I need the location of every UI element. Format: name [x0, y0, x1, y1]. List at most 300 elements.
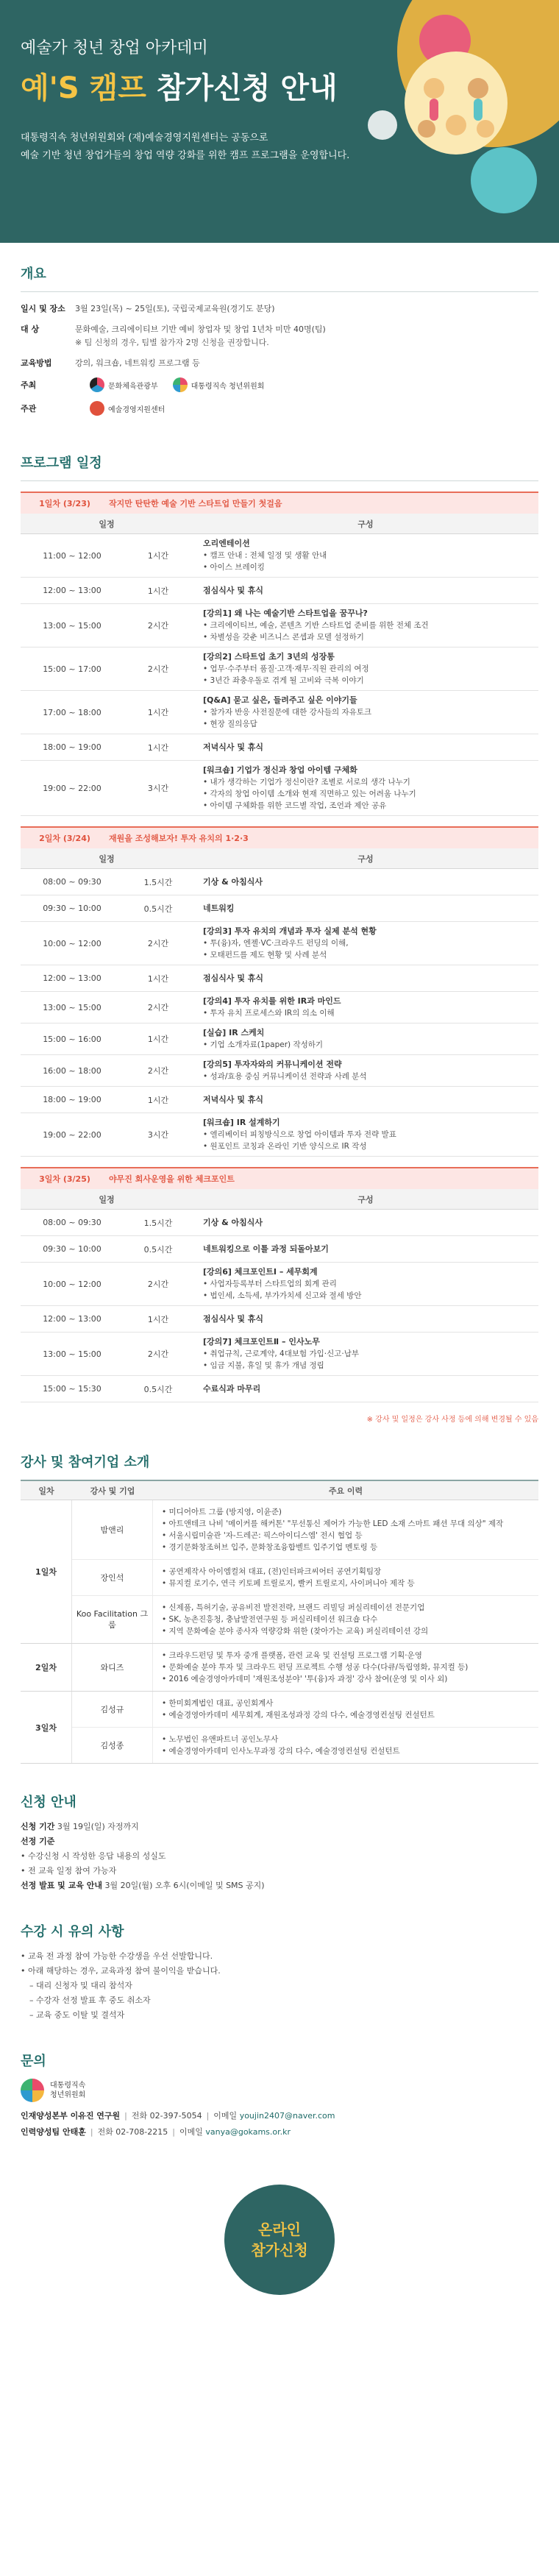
- table-row: [21, 761, 538, 816]
- instructor-rows: [72, 1644, 538, 1691]
- session-duration: 1시간: [147, 1095, 169, 1105]
- session-time: 09:30 ~ 10:00: [43, 1244, 102, 1254]
- schedule-table-header: [21, 1189, 538, 1210]
- instructor-name: Koo Facilitation 그룹: [72, 1596, 153, 1643]
- table-row: [21, 869, 538, 895]
- instructors-table-header: [21, 1480, 538, 1500]
- table-row: [21, 734, 538, 761]
- career-item: • 신제품, 특허기술, 공유비전 발전전략, 브랜드 리빌딩 퍼실리테이션 전문기업: [162, 1603, 425, 1612]
- session-bullet: • 크리에이티브, 예술, 콘텐츠 기반 스타트업 준비를 위한 전체 조건: [203, 621, 429, 630]
- session-duration: 0.5시간: [143, 904, 173, 914]
- hero-description: [21, 129, 349, 165]
- career-item: • 문화예술 분야 투자 및 크라우드 펀딩 프로젝트 수행 성공 다수(다큐/독립영화, 뮤지컬 등): [162, 1663, 469, 1672]
- contact-section: [0, 2030, 559, 2148]
- divider: [21, 480, 538, 481]
- session-time: 10:00 ~ 12:00: [43, 1279, 102, 1289]
- career-item-text: 노무법인 유앤파트너 공인노무사: [168, 1735, 279, 1744]
- overview-row: [21, 302, 538, 316]
- list-item: – 대리 신청자 및 대리 참석자: [29, 1981, 132, 1990]
- header-content: 구성: [357, 854, 374, 864]
- instructor-name: 밤앤리: [72, 1500, 153, 1559]
- youth-committee-logo: 대통령직속 청년위원회: [21, 2079, 538, 2102]
- session-time: 10:00 ~ 12:00: [43, 938, 102, 948]
- session-time: 08:00 ~ 09:30: [43, 1218, 102, 1227]
- instructor-day-label: 2일차: [21, 1644, 72, 1691]
- schedule-table-header: [21, 848, 538, 869]
- day-label: 1일차 (3/23): [39, 499, 90, 508]
- session-bullet: • 투자 유치 프로세스와 IR의 의소 이해: [203, 1009, 335, 1018]
- session-title: 점심식사 및 휴식: [203, 585, 264, 595]
- session-time: 11:00 ~ 12:00: [43, 550, 102, 561]
- apply-section: [0, 1771, 559, 1901]
- session-bullet-text: 내가 생각하는 기업가 정신이란? 조별로 서로의 생각 나누기: [210, 778, 410, 787]
- table-row: [21, 1333, 538, 1376]
- session-content: [193, 1243, 538, 1255]
- session-time: 16:00 ~ 18:00: [43, 1065, 102, 1076]
- list-item: – 교육 중도 이탈 및 결석자: [29, 2010, 125, 2020]
- instructor-name: 장인석: [72, 1560, 153, 1595]
- section-title: 신청 안내: [21, 1795, 76, 1810]
- session-bullet-text: 기업 소개자료(1paper) 작성하기: [210, 1040, 324, 1049]
- header-content: 구성: [357, 519, 374, 529]
- list-item: • 전 교육 일정 참여 가능자: [21, 1866, 117, 1876]
- table-row: [21, 1210, 538, 1236]
- session-bullet: • 엘리베이터 피칭방식으로 창업 아이템과 투자 전략 발표: [203, 1130, 396, 1139]
- hero-title-rest: 참가신청 안내: [156, 71, 338, 105]
- email-link[interactable]: youjin2407@naver.com: [239, 2111, 335, 2121]
- table-row: [72, 1596, 538, 1643]
- table-row: [72, 1644, 538, 1691]
- session-duration: 1시간: [147, 708, 169, 717]
- session-time: 08:00 ~ 09:30: [43, 877, 102, 887]
- instructor-day-group: [21, 1644, 538, 1692]
- session-content: [193, 973, 538, 984]
- list-item: • 교육 전 과정 참여 가능한 수강생을 우선 선발합니다.: [21, 1951, 213, 1961]
- instructor-career: [153, 1560, 538, 1595]
- session-bullet: • 각자의 창업 아이템 소개와 현재 직면하고 있는 어려움 나누기: [203, 790, 416, 798]
- session-duration: 1시간: [147, 742, 169, 753]
- host-label: 주최: [21, 380, 37, 390]
- session-duration: 2시간: [147, 1280, 169, 1289]
- session-bullet-text: 취업규칙, 근로계약, 4대보험 가입·신고·납부: [210, 1349, 360, 1358]
- session-content: [193, 1217, 538, 1229]
- table-row: [21, 1263, 538, 1306]
- session-duration: 1시간: [147, 586, 169, 596]
- session-bullet: • 투(융)자, 엔젤·VC·크라우드 펀딩의 이해,: [203, 939, 349, 948]
- apply-period: 신청 기간 3월 19일(일) 자정까지: [21, 1822, 139, 1831]
- session-time: 15:00 ~ 17:00: [43, 664, 102, 674]
- career-item: • SK, 농촌진흥청, 충남발전연구원 등 퍼실리테이션 워크숍 다수: [162, 1615, 378, 1624]
- career-item-text: 서울시립미술관 '자-드레곤: 픽스아이디스엠' 전시 협업 등: [168, 1531, 363, 1540]
- career-item: • 서울시립미술관 '자-드레곤: 픽스아이디스엠' 전시 협업 등: [162, 1531, 363, 1540]
- session-content: [193, 876, 538, 888]
- session-duration: 1.5시간: [143, 877, 173, 887]
- session-title: 기상 & 아침식사: [203, 1217, 263, 1227]
- header-name: 강사 및 기업: [90, 1486, 135, 1496]
- overview-value: [75, 323, 326, 350]
- session-bullet: • 원포인트 코칭과 온라인 기반 양식으로 IR 작성: [203, 1142, 367, 1151]
- session-duration: 1시간: [147, 551, 169, 561]
- table-row: [21, 1055, 538, 1087]
- career-item: • 뮤지컬 로기수, 연극 키토페 트릴로지, 빨커 트릴로지, 사이퍼니아 제작 등: [162, 1579, 415, 1588]
- hero-banner: [0, 0, 559, 243]
- session-time: 12:00 ~ 13:00: [43, 1314, 102, 1324]
- session-bullet-text: 현장 질의응답: [210, 720, 257, 728]
- day-block: [21, 492, 538, 816]
- section-title: 프로그램 일정: [21, 455, 102, 471]
- session-bullet-text: 투(융)자, 엔젤·VC·크라우드 펀딩의 이해,: [210, 939, 349, 948]
- session-bullet: • 아이템 구체화를 위한 코드별 작업, 조언과 제안 공유: [203, 801, 387, 810]
- instructor-name: 김성규: [72, 1692, 153, 1727]
- career-item-text: 미디어아트 그룹 (방지영, 이윤준): [168, 1508, 282, 1516]
- career-item: • 미디어아트 그룹 (방지영, 이윤준): [162, 1508, 282, 1516]
- apply-button-line: 온라인: [258, 2221, 301, 2238]
- table-row: [21, 604, 538, 647]
- session-content: [193, 608, 538, 643]
- table-row: [21, 1306, 538, 1333]
- overview-value-text: 문화예술, 크리에이티브 기반 예비 창업자 및 창업 1년차 미만 40명(팀): [75, 324, 326, 334]
- contact-row: 인재양성본부 이유진 연구원 | 전화 02-397-5054 | 이메일 youjin2407@naver.com: [21, 2111, 335, 2121]
- career-item: • 노무법인 유앤파트너 공인노무사: [162, 1735, 279, 1744]
- table-row: [72, 1728, 538, 1763]
- session-title: 네트워킹으로 이틀 과정 되돌아보기: [203, 1243, 329, 1254]
- overview-label: 일시 및 장소: [21, 304, 65, 313]
- instructor-day-group: [21, 1500, 538, 1644]
- mcst-logo: 문화체육관광부: [90, 377, 158, 392]
- table-row: [72, 1500, 538, 1560]
- session-title: [강의4] 투자 유치를 위한 IR과 마인드: [203, 996, 341, 1006]
- session-content: [193, 538, 538, 573]
- session-bullet-text: 3년간 좌충우돌로 겪게 될 고비와 극복 이야기: [210, 676, 364, 685]
- career-item-text: 2016 예술경영아카데미 '재원조성분야' '투(융)자 과정' 강사 참여(운영 및 이사 외): [168, 1675, 448, 1683]
- schedule-days: [21, 492, 538, 1402]
- instructor-career: [153, 1644, 538, 1691]
- session-bullet-text: 참가자 반응 사전질문에 대한 강사들의 자유토크: [210, 708, 372, 717]
- session-title: 점심식사 및 휴식: [203, 1313, 264, 1324]
- session-bullet: • 기업 소개자료(1paper) 작성하기: [203, 1040, 324, 1049]
- career-item-text: 예술경영아카데미 인사노무과정 강의 다수, 예술경영컨설팅 컨설턴트: [168, 1747, 400, 1756]
- career-item: • 예술경영아카데미 세무회계, 재원조성과정 강의 다수, 예술경영컨설팅 컨설턴트: [162, 1711, 435, 1720]
- session-bullet: • 취업규칙, 근로계약, 4대보험 가입·신고·납부: [203, 1349, 360, 1358]
- session-bullet: • 현장 질의응답: [203, 720, 257, 728]
- logo-mark-icon: [21, 2079, 44, 2102]
- session-title: 수료식과 마무리: [203, 1383, 261, 1394]
- session-time: 19:00 ~ 22:00: [43, 1129, 102, 1140]
- table-row: [21, 1087, 538, 1113]
- session-time: 15:00 ~ 16:00: [43, 1034, 102, 1044]
- day-header: [21, 492, 538, 514]
- instructor-rows: [72, 1500, 538, 1643]
- youth-committee-logo: 대통령직속 청년위원회: [173, 377, 265, 392]
- career-item-text: 크라우드펀딩 및 투자 중개 플랫폼, 관련 교육 및 컨설팅 프로그램 기획·운영: [168, 1651, 422, 1660]
- career-item: • 아트앤테크 나비 '메이커를 해커톤' "무선통신 제어가 가능한 LED 소재 스마트 패션 무대 의상" 제작: [162, 1519, 504, 1528]
- header-time: 일정: [99, 854, 115, 864]
- hero-subtitle: 예술가 청년 창업 아카데미: [21, 39, 208, 57]
- career-item-text: 지역 문화예술 분야 종사자 역량강화 위한 (찾아가는 교육) 퍼실리테이션 강의: [168, 1627, 429, 1636]
- session-time: 19:00 ~ 22:00: [43, 783, 102, 793]
- table-row: [21, 992, 538, 1023]
- session-title: 네트워킹: [203, 903, 235, 913]
- career-item: • 지역 문화예술 분야 종사자 역량강화 위한 (찾아가는 교육) 퍼실리테이션 강의: [162, 1627, 429, 1636]
- session-time: 12:00 ~ 13:00: [43, 973, 102, 983]
- session-content: [193, 1059, 538, 1082]
- table-row: [21, 922, 538, 965]
- session-bullet-text: 아이템 구체화를 위한 코드별 작업, 조언과 제안 공유: [210, 801, 387, 810]
- list-item: – 수강자 선정 발표 후 중도 취소자: [29, 1995, 151, 2005]
- career-item: • 예술경영아카데미 인사노무과정 강의 다수, 예술경영컨설팅 컨설턴트: [162, 1747, 400, 1756]
- table-row: [21, 691, 538, 734]
- career-item-text: 뮤지컬 로기수, 연극 키토페 트릴로지, 빨커 트릴로지, 사이퍼니아 제작 등: [168, 1579, 415, 1588]
- session-duration: 1시간: [147, 1314, 169, 1324]
- session-content: [193, 695, 538, 730]
- overview-note: ※ 팀 신청의 경우, 팀별 참가자 2명 신청을 권장합니다.: [75, 338, 269, 347]
- session-bullet-text: 차별성을 갖춘 비즈니스 콘셉과 모델 설정하기: [210, 633, 364, 642]
- career-item: • 2016 예술경영아카데미 '재원조성분야' '투(융)자 과정' 강사 참여(운영 및 이사 외): [162, 1675, 448, 1683]
- apply-button-line: 참가신청: [251, 2241, 308, 2259]
- session-bullet: • 성과/효용 중심 커뮤니케이션 전략과 사례 분석: [203, 1072, 367, 1081]
- apply-criteria-label: 선정 기준: [21, 1837, 55, 1846]
- section-title: 개요: [21, 266, 46, 282]
- day-block: [21, 826, 538, 1157]
- header-time: 일정: [99, 519, 115, 529]
- overview-label: 대 상: [21, 324, 40, 334]
- session-title: 저녁식사 및 휴식: [203, 1094, 264, 1104]
- career-item: • 크라우드펀딩 및 투자 중개 플랫폼, 관련 교육 및 컨설팅 프로그램 기획·운영: [162, 1651, 422, 1660]
- session-title: [워크숍] 기업가 정신과 창업 아이템 구체화: [203, 765, 357, 775]
- header-day: 일차: [38, 1486, 54, 1496]
- session-content: [193, 585, 538, 597]
- table-row: [21, 1023, 538, 1055]
- session-time: 18:00 ~ 19:00: [43, 742, 102, 752]
- header-content: 구성: [357, 1194, 374, 1204]
- day-block: [21, 1167, 538, 1402]
- session-time: 12:00 ~ 13:00: [43, 586, 102, 595]
- session-duration: 2시간: [147, 621, 169, 631]
- apply-announce: 선정 발표 및 교육 안내 3월 20일(월) 오후 6시(이메일 및 SMS 공지): [21, 1881, 265, 1890]
- instructors-table-body: [21, 1500, 538, 1764]
- hero-desc-line: 예술 기반 청년 창업가들의 창업 역량 강화를 위한 캠프 프로그램을 운영합니다.: [21, 150, 350, 161]
- session-bullet-text: 모태펀드를 제도 현황 및 사례 분석: [210, 951, 327, 959]
- day-theme: 재원을 조성해보자! 투자 유치의 1·2·3: [109, 834, 249, 843]
- career-item-text: 예술경영아카데미 세무회계, 재원조성과정 강의 다수, 예술경영컨설팅 컨설턴트: [168, 1711, 435, 1720]
- day-header: [21, 826, 538, 848]
- session-bullet: • 3년간 좌충우돌로 겪게 될 고비와 극복 이야기: [203, 676, 364, 685]
- career-item-text: 문화예술 분야 투자 및 크라우드 펀딩 프로젝트 수행 성공 다수(다큐/독립영화, 뮤지컬 등): [168, 1663, 469, 1672]
- session-duration: 2시간: [147, 1066, 169, 1076]
- session-content: [193, 1094, 538, 1106]
- section-title: 문의: [21, 2054, 46, 2069]
- career-item: • 공연제작사 아이엠컬쳐 대표, (전)인터파크씨어터 공연기획팀장: [162, 1567, 382, 1576]
- divider: [21, 291, 538, 292]
- career-item: • 한미회계법인 대표, 공인회계사: [162, 1699, 274, 1708]
- session-title: [Q&A] 묻고 싶은, 들려주고 싶은 이야기들: [203, 695, 357, 705]
- session-time: 09:30 ~ 10:00: [43, 904, 102, 913]
- session-bullet-text: 크리에이티브, 예술, 콘텐츠 기반 스타트업 준비를 위한 전체 조건: [210, 621, 429, 630]
- instructor-day-group: [21, 1692, 538, 1764]
- notes-section: [0, 1901, 559, 2030]
- session-duration: 1시간: [147, 1035, 169, 1044]
- table-row: [21, 534, 538, 578]
- session-duration: 1.5시간: [143, 1218, 173, 1228]
- kams-logo: 예술경영지원센터: [90, 401, 165, 416]
- instructors-section: [0, 1431, 559, 1771]
- schedule-section: [0, 432, 559, 1431]
- session-title: [강의3] 투자 유치의 개념과 투자 실제 분석 현황: [203, 926, 377, 936]
- list-item: • 아래 해당하는 경우, 교육과정 참여 불이익을 받습니다.: [21, 1966, 221, 1976]
- email-link[interactable]: vanya@gokams.or.kr: [205, 2127, 291, 2137]
- session-bullet: • 법인세, 소득세, 부가가치세 신고와 절세 방안: [203, 1291, 362, 1300]
- table-row: [21, 895, 538, 922]
- session-bullet-text: 원포인트 코칭과 온라인 기반 양식으로 IR 작성: [210, 1142, 367, 1151]
- session-content: [193, 1313, 538, 1325]
- session-time: 13:00 ~ 15:00: [43, 1002, 102, 1012]
- instructor-career: [153, 1692, 538, 1727]
- session-content: [193, 1117, 538, 1152]
- session-title: [강의6] 체크포인트Ⅰ – 세무회계: [203, 1267, 318, 1277]
- session-bullet-text: 아이스 브레이킹: [210, 563, 265, 572]
- header-career: 주요 이력: [328, 1486, 363, 1496]
- overview-row: [21, 357, 538, 370]
- session-content: [193, 1383, 538, 1395]
- session-bullet: • 차별성을 갖춘 비즈니스 콘셉과 모델 설정하기: [203, 633, 364, 642]
- instructor-day-label: 3일차: [21, 1692, 72, 1763]
- session-bullet-text: 업무·수주부터 품질·고객·재무·직원 관리의 여정: [210, 664, 369, 673]
- session-bullet: • 업무·수주부터 품질·고객·재무·직원 관리의 여정: [203, 664, 369, 673]
- overview-value-text: 강의, 워크숍, 네트워킹 프로그램 등: [75, 358, 200, 368]
- session-bullet-text: 각자의 창업 아이템 소개와 현재 직면하고 있는 어려움 나누기: [210, 790, 416, 798]
- hero-title: [21, 65, 338, 107]
- career-item-text: 신제품, 특허기술, 공유비전 발전전략, 브랜드 리빌딩 퍼실리테이션 전문기업: [168, 1603, 425, 1612]
- schedule-table-header: [21, 514, 538, 534]
- session-bullet: • 임금 지불, 휴일 및 휴가 개념 정립: [203, 1361, 324, 1370]
- day-label: 2일차 (3/24): [39, 834, 90, 843]
- session-duration: 3시간: [147, 784, 169, 793]
- session-content: [193, 764, 538, 812]
- session-time: 13:00 ~ 15:00: [43, 620, 102, 631]
- session-title: 오리엔테이션: [203, 539, 250, 548]
- instructor-career: [153, 1500, 538, 1559]
- instructor-rows: [72, 1692, 538, 1763]
- table-row: [21, 965, 538, 992]
- day-theme: 야무진 회사운영을 위한 체크포인트: [109, 1174, 235, 1184]
- session-bullet: • 모태펀드를 제도 현황 및 사례 분석: [203, 951, 327, 959]
- session-content: [193, 903, 538, 915]
- table-row: [21, 1236, 538, 1263]
- session-bullet-text: 엘리베이터 피칭방식으로 창업 아이템과 투자 전략 발표: [210, 1130, 396, 1139]
- session-duration: 2시간: [147, 939, 169, 948]
- overview-label: 교육방법: [21, 358, 52, 368]
- raised-hands-illustration: [382, 29, 530, 177]
- organizer-label: 주관: [21, 404, 37, 414]
- session-content: [193, 926, 538, 961]
- session-bullet-text: 캠프 안내 : 전체 일정 및 생활 안내: [210, 551, 327, 560]
- session-bullet: • 내가 생각하는 기업가 정신이란? 조별로 서로의 생각 나누기: [203, 778, 410, 787]
- career-item-text: 한미회계법인 대표, 공인회계사: [168, 1699, 274, 1708]
- table-row: [21, 1113, 538, 1157]
- overview-section: [0, 243, 559, 432]
- overview-value: [75, 302, 275, 316]
- career-item-text: SK, 농촌진흥청, 충남발전연구원 등 퍼실리테이션 워크숍 다수: [168, 1615, 378, 1624]
- session-duration: 1시간: [147, 973, 169, 984]
- instructor-career: [153, 1596, 538, 1643]
- session-time: 15:00 ~ 15:30: [43, 1384, 102, 1394]
- session-bullet: • 참가자 반응 사전질문에 대한 강사들의 자유토크: [203, 708, 372, 717]
- section-title: 수강 시 유의 사항: [21, 1924, 124, 1940]
- session-duration: 2시간: [147, 1349, 169, 1359]
- day-header: [21, 1167, 538, 1189]
- table-row: [21, 647, 538, 691]
- table-row: [21, 1376, 538, 1402]
- session-bullet: • 아이스 브레이킹: [203, 563, 265, 572]
- schedule-note: ※ 강사 및 일정은 강사 사정 등에 의해 변경될 수 있음: [366, 1416, 538, 1424]
- session-bullet-text: 투자 유치 프로세스와 IR의 의소 이해: [210, 1009, 335, 1018]
- session-title: [강의7] 체크포인트Ⅱ – 인사노무: [203, 1337, 320, 1346]
- session-title: [워크숍] IR 설계하기: [203, 1118, 280, 1127]
- session-title: [실습] IR 스케치: [203, 1028, 265, 1037]
- session-bullet-text: 사업자등록부터 스타트업의 회계 관리: [210, 1280, 337, 1288]
- career-item: • 경기문화창조허브 입주, 문화창조융합벨트 입주기업 멘토링 등: [162, 1543, 378, 1552]
- session-content: [193, 1027, 538, 1051]
- instructor-name: 김성종: [72, 1728, 153, 1763]
- instructor-career: [153, 1728, 538, 1763]
- session-time: 17:00 ~ 18:00: [43, 707, 102, 717]
- online-apply-button[interactable]: [224, 2185, 335, 2295]
- organizer-row: [21, 401, 538, 416]
- instructor-day-label: 1일차: [21, 1500, 72, 1643]
- session-content: [193, 1336, 538, 1372]
- session-duration: 0.5시간: [143, 1244, 173, 1255]
- career-item-text: 아트앤테크 나비 '메이커를 해커톤' "무선통신 제어가 가능한 LED 소재 스마트 패션 무대 의상" 제작: [168, 1519, 504, 1528]
- day-theme: 작지만 탄탄한 예술 기반 스타트업 만들기 첫걸음: [109, 499, 282, 508]
- career-item-text: 공연제작사 아이엠컬쳐 대표, (전)인터파크씨어터 공연기획팀장: [168, 1567, 382, 1576]
- overview-rows: [21, 302, 538, 370]
- hero-title-accent: 예'S 캠프: [21, 71, 146, 105]
- contact-row: 인력양성팀 안태훈 | 전화 02-708-2215 | 이메일 vanya@gokams.or.kr: [21, 2127, 291, 2137]
- overview-value-text: 3월 23일(목) ~ 25일(토), 국립국제교육원(경기도 분당): [75, 304, 275, 313]
- session-title: 저녁식사 및 휴식: [203, 742, 264, 752]
- session-bullet: • 캠프 안내 : 전체 일정 및 생활 안내: [203, 551, 327, 560]
- session-time: 18:00 ~ 19:00: [43, 1095, 102, 1104]
- instructor-name: 와디즈: [72, 1644, 153, 1691]
- day-label: 3일차 (3/25): [39, 1174, 90, 1184]
- list-item: • 수강신청 시 작성한 응답 내용의 성실도: [21, 1851, 166, 1861]
- section-title: 강사 및 참여기업 소개: [21, 1455, 150, 1470]
- session-content: [193, 996, 538, 1019]
- session-duration: 0.5시간: [143, 1384, 173, 1394]
- session-title: 점심식사 및 휴식: [203, 973, 264, 983]
- apply-cta-wrap: [0, 2148, 559, 2339]
- session-duration: 2시간: [147, 664, 169, 674]
- overview-row: [21, 323, 538, 350]
- header-time: 일정: [99, 1194, 115, 1204]
- session-title: 기상 & 아침식사: [203, 876, 263, 887]
- career-item-text: 경기문화창조허브 입주, 문화창조융합벨트 입주기업 멘토링 등: [168, 1543, 378, 1552]
- session-duration: 3시간: [147, 1130, 169, 1140]
- table-row: [21, 578, 538, 604]
- session-bullet-text: 법인세, 소득세, 부가가치세 신고와 절세 방안: [210, 1291, 362, 1300]
- session-content: [193, 742, 538, 753]
- session-time: 13:00 ~ 15:00: [43, 1349, 102, 1359]
- session-content: [193, 1266, 538, 1302]
- session-bullet-text: 성과/효용 중심 커뮤니케이션 전략과 사례 분석: [210, 1072, 367, 1081]
- session-title: [강의1] 왜 나는 예술기반 스타트업을 꿈꾸나?: [203, 608, 368, 618]
- host-row: [21, 377, 538, 392]
- session-bullet: • 사업자등록부터 스타트업의 회계 관리: [203, 1280, 337, 1288]
- session-title: [강의5] 투자자와의 커뮤니케이션 전략: [203, 1060, 342, 1069]
- overview-value: [75, 357, 200, 370]
- session-duration: 2시간: [147, 1003, 169, 1012]
- hero-desc-line: 대통령직속 청년위원회와 (재)예술경영지원센터는 공동으로: [21, 132, 268, 143]
